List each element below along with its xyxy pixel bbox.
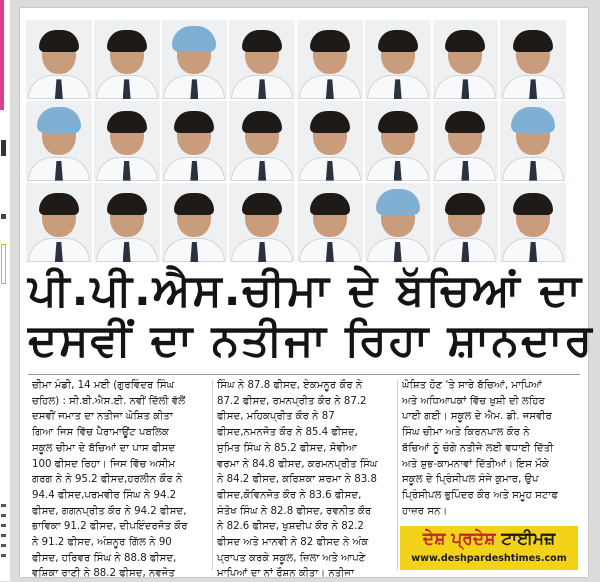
article-column-3 [402, 378, 580, 519]
article-line: ਫੀਸਦ,ਕੋਵਿਨਜੋਤ ਕੌਰ ਨੇ 83.6 ਫੀਸਦ, [217, 489, 362, 501]
article-line: ਸੁਮਿਤ ਸਿੰਘ ਨੇ 85.2 ਫੀਸਦ, ਸੋਵੀਆ [217, 442, 357, 454]
student-photo [365, 20, 431, 99]
student-photo [500, 20, 566, 99]
hair [107, 193, 147, 215]
headline [28, 265, 594, 366]
hair [378, 111, 418, 133]
edge-mark [1, 140, 6, 156]
article-line: ਅਤੇ ਸ਼ੁਭ-ਕਾਮਨਾਵਾਂ ਦਿੱਤੀਆਂ। ਇਸ ਮੌਕੇ [402, 458, 549, 470]
article-line: ਫੀਸਦ, ਹਰਿਵਰ ਸਿੰਘ ਨੇ 88.8 ਫੀਸਦ, [32, 552, 177, 564]
hair [310, 111, 350, 133]
hair [242, 193, 282, 215]
article-line: ਸੰਤੋਖ ਸਿੰਘ ਨੇ 82.8 ਫੀਸਦ, ਰਵਨੀਤ ਕੌਰ [217, 505, 372, 517]
student-photo [94, 183, 160, 262]
article-column-2 [217, 378, 393, 582]
student-photo [229, 20, 295, 99]
turban [376, 189, 420, 215]
article-line: ਵਰਮਾ ਨੇ 84.8 ਫੀਸਦ, ਕਰਮਨਪ੍ਰੀਤ ਸਿੰਘ [217, 458, 378, 470]
article-line: ਪ੍ਰਾਪਤ ਕਰਕੇ ਸਕੂਲ, ਜ਼ਿਲਾ ਅਤੇ ਆਪਣੇ [217, 552, 366, 564]
student-photo [365, 101, 431, 180]
student-photo [229, 183, 295, 262]
student-photo [297, 101, 363, 180]
student-photo [162, 20, 228, 99]
hair [39, 30, 79, 52]
headline-line-1: ਪੀ.ਪੀ.ਐਸ.ਚੀਮਾ ਦੇ ਬੱਚਿਆਂ ਦਾ [28, 265, 583, 316]
article-line: 87.2 ਫੀਸਦ, ਰਮਨਪ੍ਰੀਤ ਕੌਰ ਨੇ 87.2 [217, 395, 367, 407]
student-photo [229, 101, 295, 180]
headline-line-2: ਦਸਵੀਂ ਦਾ ਨਤੀਜਾ ਰਿਹਾ ਸ਼ਾਨਦਾਰ [28, 315, 594, 366]
article-line: ਵਸ਼ਿਕਾ ਰਾਣੀ ਨੇ 88.2 ਫੀਸਦ, ਨਵਜੋਤ [32, 568, 175, 580]
article-line: ਸਕੂਲ ਚੀਮਾ ਦੇ ਬੱਚਿਆਂ ਦਾ ਪਾਸ ਫੀਸਦ [32, 442, 176, 454]
article-line: ਸਿੰਘ ਚੀਮਾ ਅਤੇ ਕਿਰਨਪਾਲ ਕੌਰ ਨੇ [402, 427, 530, 439]
logo-url: www.deshpardeshtimes.com [411, 553, 567, 564]
student-photo [297, 183, 363, 262]
article-line: ਗਿਆ ਜਿਸ ਵਿੱਚ ਪੈਰਾਮਾਊਂਟ ਪਬਲਿਕ [32, 427, 170, 439]
hair [445, 193, 485, 215]
hair [174, 193, 214, 215]
hair [242, 30, 282, 52]
hair [513, 30, 553, 52]
edge-mark [1, 504, 6, 564]
student-photo [433, 20, 499, 99]
article-line: ਅਤੇ ਅਧਿਆਪਕਾਂ ਵਿੱਚ ਖੁਸ਼ੀ ਦੀ ਲਹਿਰ [402, 395, 545, 407]
article-line: ਫੀਸਦ ਅਤੇ ਮਾਨਵੀ ਨੇ 82 ਫੀਸਦ ਨੇ ਅੰਕ [217, 537, 369, 549]
article-line: ਬੱਚਿਆਂ ਨੂੰ ਚੰਗੇ ਨਤੀਜੇ ਲਈ ਵਧਾਈ ਦਿੱਤੀ [402, 442, 554, 454]
student-photo [365, 183, 431, 262]
article-line: ਮਾਪਿਆਂ ਦਾ ਨਾਂ ਰੌਸ਼ਨ ਕੀਤਾ। ਨਤੀਜਾ [217, 568, 354, 580]
column-divider [397, 380, 398, 570]
article-line: ਨੇ 91.2 ਫੀਸਦ, ਅੰਸ਼ਨੂਰ ਗਿੱਲ ਨੇ 90 [32, 537, 172, 549]
logo-name-part-1: ਦੇਸ਼ ਪ੍ਰਦੇਸ਼ [422, 529, 496, 549]
student-photo [500, 101, 566, 180]
hair [378, 30, 418, 52]
turban [37, 107, 81, 133]
article-line: ਸਿੰਘ ਨੇ 87.8 ਫੀਸਦ, ਏਕਮਨੂਰ ਕੌਰ ਨੇ [217, 380, 363, 391]
hair [445, 111, 485, 133]
student-photo [26, 101, 92, 180]
article-line: 100 ਫੀਸਦ ਰਿਹਾ। ਜਿਸ ਵਿੱਚ ਅਸੀਮ [32, 458, 176, 470]
hair [107, 111, 147, 133]
pink-edge-bar [0, 0, 4, 110]
student-photo [500, 183, 566, 262]
article-line: ਭਾਵਿਕਾ 91.2 ਫੀਸਦ, ਦੀਪਇੰਦਰਜੋਤ ਕੌਰ [32, 521, 188, 533]
student-photo [26, 20, 92, 99]
student-photo [162, 183, 228, 262]
article-line: 94.4 ਫੀਸਦ,ਪਰਮਵੀਰ ਸਿੰਘ ਨੇ 94.2 [32, 489, 177, 501]
article-line: ਹਾਜ਼ਰ ਸਨ। [402, 505, 448, 517]
student-photo [162, 101, 228, 180]
article-line: ਫੀਸਦ, ਮਹਿਕਪ੍ਰੀਤ ਕੌਰ ਨੇ 87 [217, 411, 335, 423]
hair [242, 111, 282, 133]
headline-divider [28, 374, 580, 375]
article-line: ਚਹਿਲ) : ਸੀ.ਬੀ.ਐਸ.ਈ. ਨਵੀਂ ਦਿੱਲੀ ਵੱਲੋਂ [32, 395, 186, 407]
article-line: ਫੀਸਦ, ਗਗਨਪ੍ਰੀਤ ਕੌਰ ਨੇ 94.2 ਫੀਸਦ, [32, 505, 187, 517]
hair [174, 111, 214, 133]
logo-name-part-2: ਟਾਈਮਜ਼ [501, 529, 556, 549]
hair [513, 193, 553, 215]
column-divider [212, 380, 213, 570]
student-photo [433, 101, 499, 180]
hair [310, 30, 350, 52]
publication-logo [400, 526, 578, 570]
edge-mark [1, 244, 6, 284]
article-line: ਪ੍ਰਿੰਸੀਪਲ ਭੁਪਿੰਦਰ ਕੌਰ ਅਤੇ ਸਮੂਹ ਸਟਾਫ [402, 489, 558, 501]
adjacent-page-edge [0, 0, 10, 581]
edge-mark [1, 214, 6, 219]
news-clipping [20, 8, 594, 580]
article-line: ਨੇ 82.6 ਫੀਸਦ, ਖੁਸ਼ਦੀਪ ਕੌਰ ਨੇ 82.2 [217, 521, 364, 533]
student-photo [297, 20, 363, 99]
article-line: ਪਾਈ ਗਈ। ਸਕੂਲ ਦੇ ਐਮ. ਡੀ. ਜਸਵੀਰ [402, 411, 552, 423]
student-photo [94, 20, 160, 99]
article-line: ਨੇ 84.2 ਫੀਸਦ, ਕਰਿਸ਼ਕਾ ਸ਼ਰਮਾ ਨੇ 83.8 [217, 474, 377, 486]
article-line: ਦਸਵੀਂ ਜਮਾਤ ਦਾ ਨਤੀਜਾ ਘੋਸ਼ਿਤ ਕੀਤਾ [32, 411, 173, 423]
hair [107, 30, 147, 52]
turban [172, 26, 216, 52]
article-line: ਸਕੂਲ ਦੇ ਪ੍ਰਿੰਸੀਪਲ ਸੰਜੇ ਕੁਮਾਰ, ਉਪ [402, 474, 539, 486]
article-line: ਘੋਸ਼ਿਤ ਹੋਣ 'ਤੇ ਸਾਰੇ ਬੱਚਿਆਂ, ਮਾਪਿਆਂ [402, 380, 543, 391]
article-line: ਗਰਗ ਨੇ ਨੇ 95.2 ਫੀਸਦ,ਹਰਲੀਨ ਕੌਰ ਨੇ [32, 474, 183, 486]
hair [39, 193, 79, 215]
article-line: ਚੀਮਾ ਮੰਡੀ, 14 ਮਈ (ਗੁਰਵਿੰਦਰ ਸਿੰਘ [32, 380, 175, 391]
student-photo [433, 183, 499, 262]
logo-title [400, 528, 578, 550]
hair [310, 193, 350, 215]
article-line: ਫੀਸਦ,ਨਮਨਜੋਤ ਕੌਰ ਨੇ 85.4 ਫੀਸਦ, [217, 427, 358, 439]
article-column-1 [32, 378, 208, 582]
student-photo [94, 101, 160, 180]
student-photo [26, 183, 92, 262]
student-photo-grid [26, 20, 566, 262]
hair [445, 30, 485, 52]
turban [511, 107, 555, 133]
